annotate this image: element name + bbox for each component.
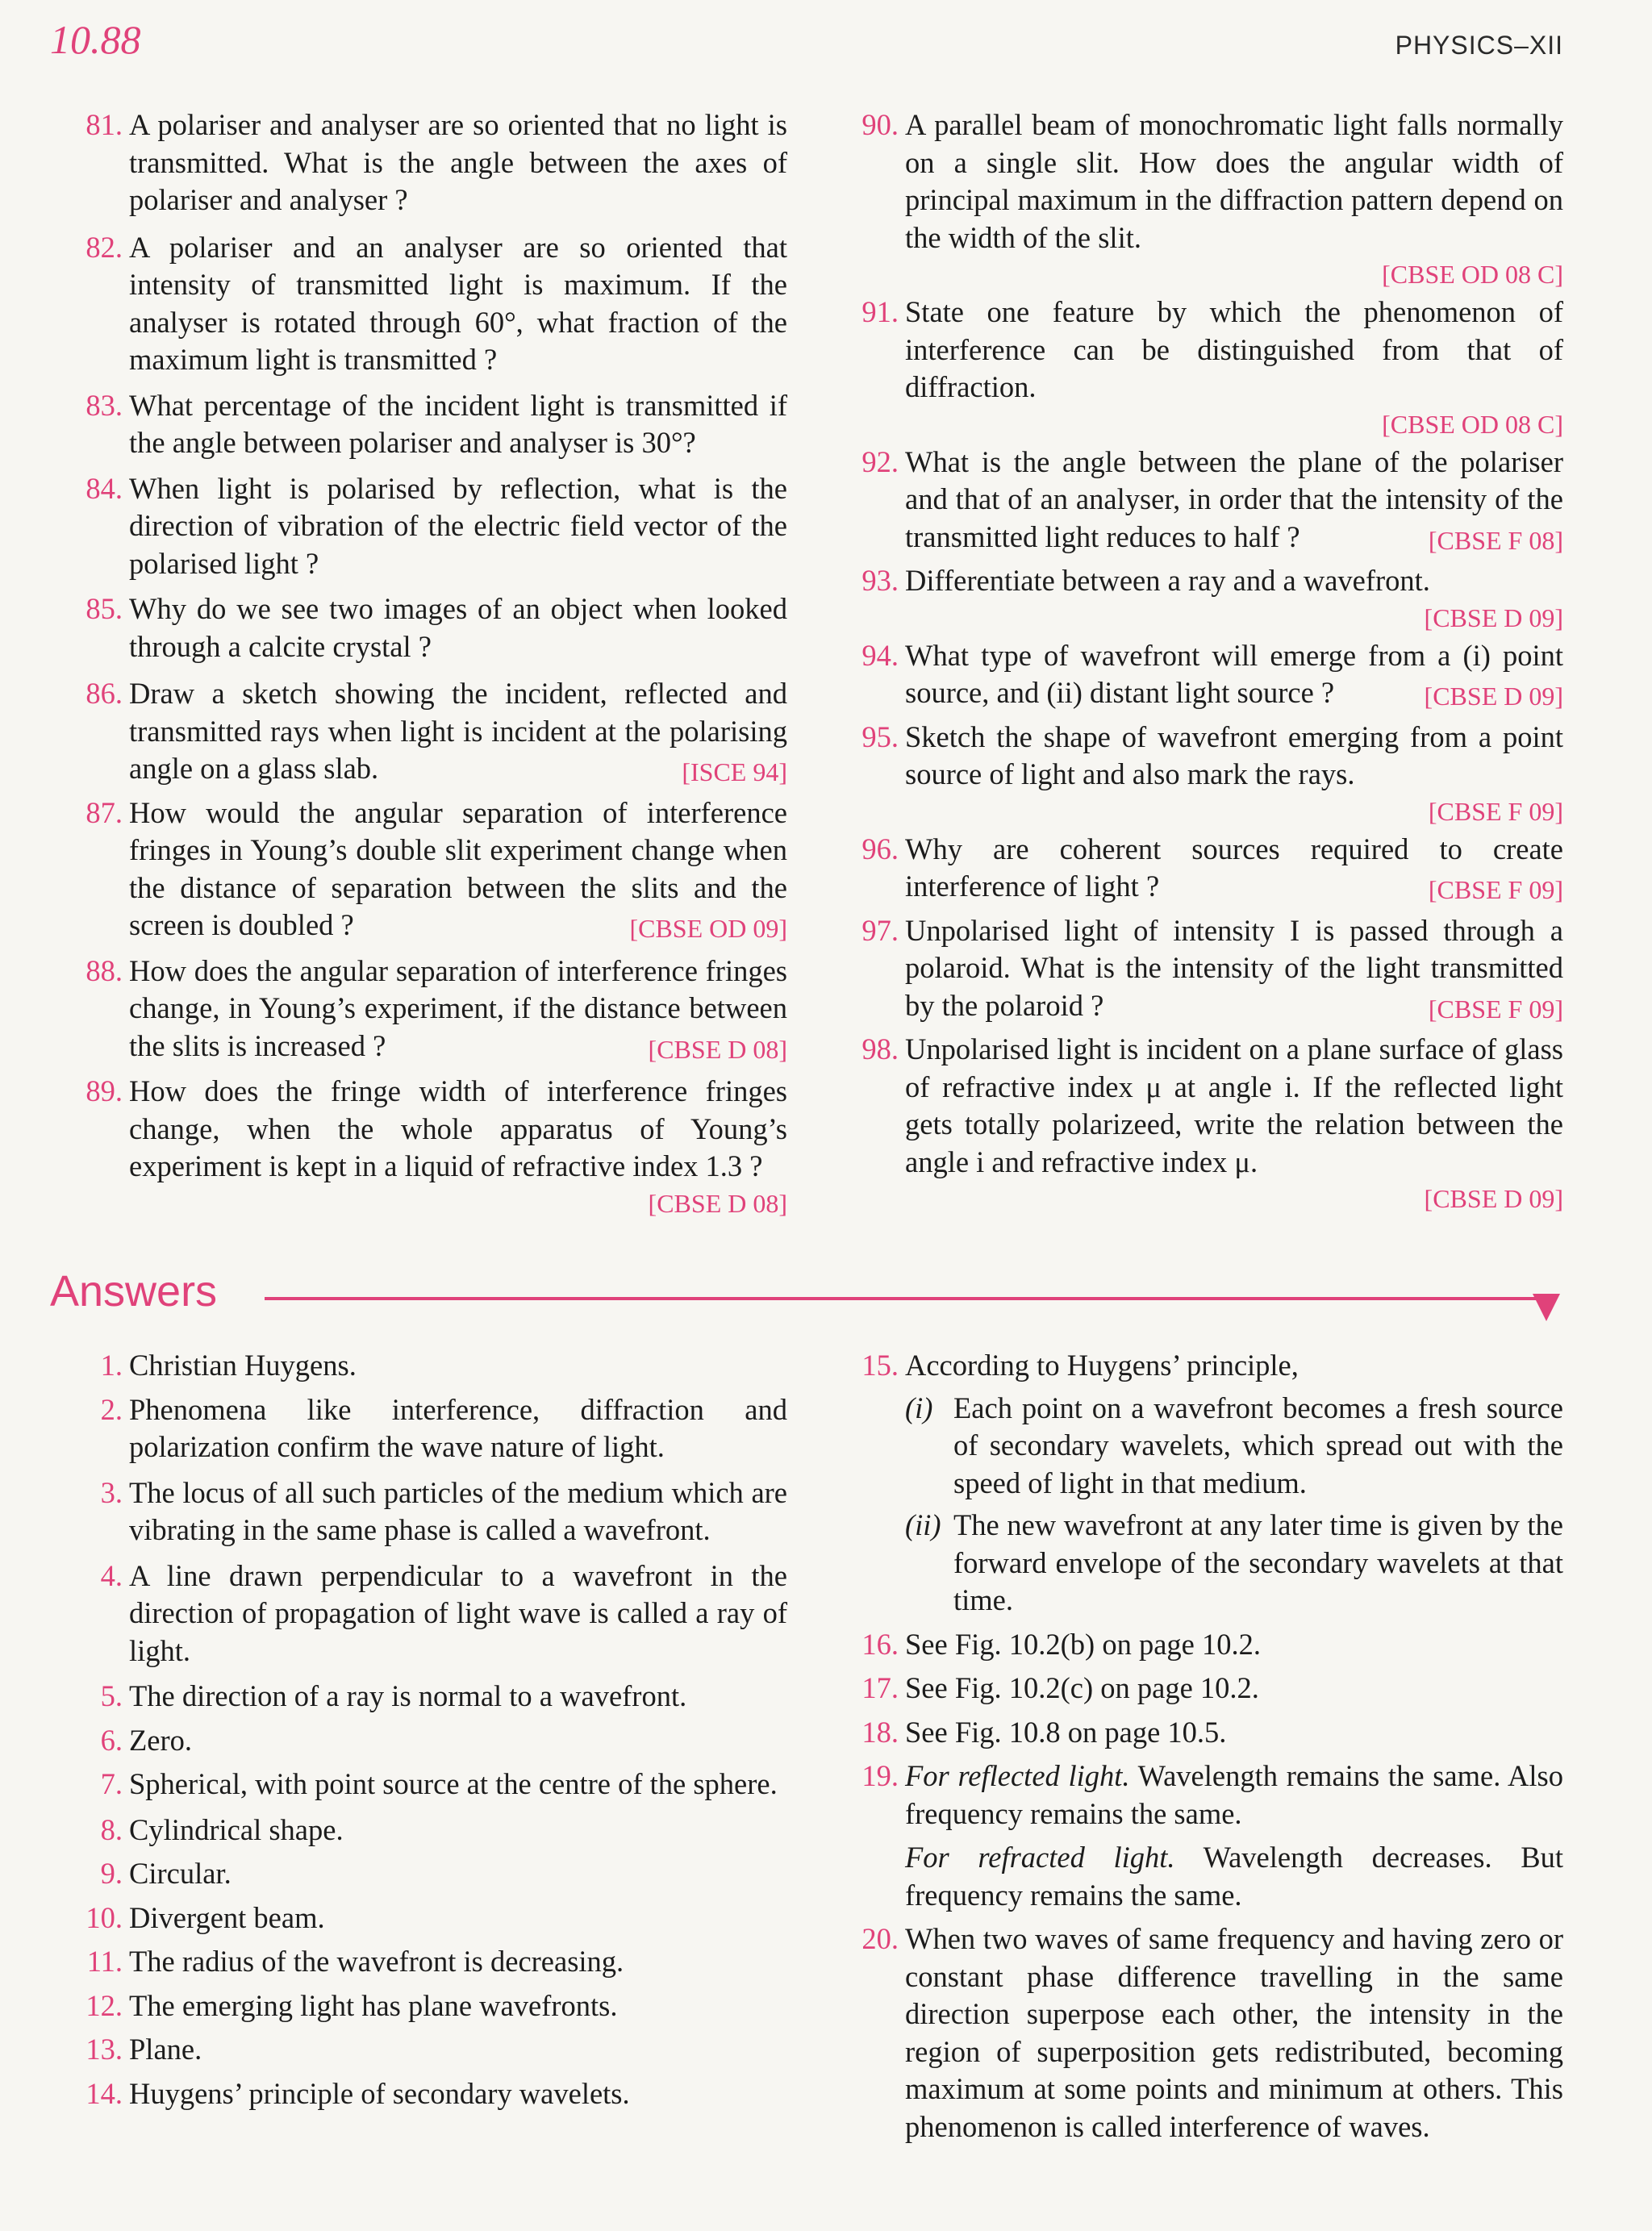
question-text: Why are coherent sources required to create interference of light ? xyxy=(905,832,1563,903)
answer-text: A line drawn perpendicular to a wavefront in the direction of propagation of light wave is called a ray of light. xyxy=(129,1558,787,1667)
answer-number: 2. xyxy=(100,1392,123,1426)
answer-15 xyxy=(850,1347,1563,1385)
point-label: (ii) xyxy=(905,1508,941,1541)
question-number: 91. xyxy=(861,295,899,328)
question-text: Draw a sketch showing the incident, reflected and transmitted rays when light is incident at the polarising angle on a glass slab. xyxy=(129,677,787,785)
reflected-label: For reflected light. xyxy=(905,1759,1130,1792)
answer-number: 20. xyxy=(861,1922,899,1955)
answer-11 xyxy=(74,1943,787,1981)
answer-text: The locus of all such particles of the medium which are vibrating in the same phase is called a wavefront. xyxy=(129,1475,787,1546)
page-number: 10.88 xyxy=(50,17,141,62)
answer-19 xyxy=(850,1758,1563,1914)
question-text: Unpolarised light of intensity I is passed through a polaroid. What is the intensity of the light transmitted by the polaroid ? xyxy=(905,913,1563,1022)
source-tag: [CBSE D 09] xyxy=(1424,682,1563,711)
question-87 xyxy=(74,794,787,945)
source-tag: [CBSE D 09] xyxy=(1424,1184,1563,1213)
answer-text: Phenomena like interference, diffraction and polarization confirm the wave nature of light. xyxy=(129,1392,787,1463)
question-90 xyxy=(850,106,1563,292)
heading-rule xyxy=(265,1297,1537,1300)
question-text: A polariser and analyser are so oriented that no light is transmitted. What is the angle between the axes of polariser and analyser ? xyxy=(129,108,787,216)
question-85 xyxy=(74,590,787,665)
answer-number: 16. xyxy=(861,1627,899,1661)
answer-5 xyxy=(74,1678,787,1716)
answer-9 xyxy=(74,1855,787,1893)
refracted-label: For refracted light. xyxy=(905,1841,1175,1874)
source-tag: [CBSE F 09] xyxy=(1428,796,1563,826)
answer-text: Zero. xyxy=(129,1723,193,1757)
answer-text: See Fig. 10.2(b) on page 10.2. xyxy=(905,1627,1261,1661)
answer-text: Huygens’ principle of secondary wavelets. xyxy=(129,2076,630,2110)
answer-7 xyxy=(74,1766,787,1804)
question-text: Sketch the shape of wavefront emerging from a point source of light and also mark the rays. xyxy=(905,719,1563,790)
question-text: How would the angular separation of interference fringes in Young’s double slit experiment change when the distance of separation between the slits and the screen is doubled ? xyxy=(129,795,787,941)
answer-14 xyxy=(74,2075,787,2113)
question-text: A parallel beam of monochromatic light falls normally on a single slit. How does the angular width of principal maximum in the diffraction pattern depend on the width of the slit. xyxy=(905,108,1563,254)
question-92 xyxy=(850,444,1563,557)
question-number: 96. xyxy=(861,832,899,865)
question-number: 88. xyxy=(86,953,123,987)
reflected-text: Wavelength remains the same. Also frequency remains the same. xyxy=(905,1759,1563,1830)
answer-text: Cylindrical shape. xyxy=(129,1812,344,1846)
source-tag: [CBSE D 09] xyxy=(1424,603,1563,632)
answer-text: See Fig. 10.2(c) on page 10.2. xyxy=(905,1671,1259,1704)
answer-15-point-ii xyxy=(850,1507,1563,1620)
answer-number: 17. xyxy=(861,1671,899,1704)
refracted-line xyxy=(905,1839,1563,1914)
question-95 xyxy=(850,719,1563,829)
answer-text: The direction of a ray is normal to a wavefront. xyxy=(129,1679,687,1712)
question-text: When light is polarised by reflection, what is the direction of vibration of the electric field vector of the polarised light ? xyxy=(129,471,787,580)
answer-text: See Fig. 10.8 on page 10.5. xyxy=(905,1715,1227,1749)
answers-right-column xyxy=(850,1347,1563,2146)
question-93 xyxy=(850,562,1563,636)
answer-number: 7. xyxy=(100,1767,123,1800)
question-text: How does the fringe width of interference fringes change, when the whole apparatus of Young’s experiment is kept in a liquid of refractive index 1.3 ? xyxy=(129,1074,787,1182)
answer-number: 8. xyxy=(100,1812,123,1846)
answer-number: 15. xyxy=(861,1349,899,1382)
answer-17 xyxy=(850,1670,1563,1708)
question-text: How does the angular separation of interference fringes change, in Young’s experiment, if the distance between the slits is increased ? xyxy=(129,953,787,1062)
answer-text: The emerging light has plane wavefronts. xyxy=(129,1988,618,2022)
question-text: What type of wavefront will emerge from a (i) point source, and (ii) distant light source ? xyxy=(905,638,1563,709)
question-98 xyxy=(850,1031,1563,1216)
question-text: Unpolarised light is incident on a plane surface of glass of refractive index μ at angle i. If the reflected light gets totally polarizeed, write the relation between the angle i and refractive index μ. xyxy=(905,1032,1563,1178)
answer-2 xyxy=(74,1391,787,1466)
answer-4 xyxy=(74,1558,787,1670)
answer-number: 14. xyxy=(86,2076,123,2110)
source-tag: [CBSE F 08] xyxy=(1428,525,1563,555)
answer-number: 9. xyxy=(100,1857,123,1890)
answer-text: The radius of the wavefront is decreasing. xyxy=(129,1945,624,1978)
point-text: The new wavefront at any later time is given by the forward envelope of the secondary wavelets at that time. xyxy=(953,1508,1563,1616)
question-number: 93. xyxy=(861,564,899,597)
question-89 xyxy=(74,1073,787,1221)
source-tag: [CBSE OD 08 C] xyxy=(1382,409,1563,439)
answer-8 xyxy=(74,1812,787,1849)
answer-number: 4. xyxy=(100,1558,123,1592)
source-tag: [CBSE F 09] xyxy=(1428,994,1563,1024)
answer-number: 1. xyxy=(100,1349,123,1382)
answer-1 xyxy=(74,1347,787,1385)
answer-15-point-i xyxy=(850,1390,1563,1503)
question-number: 95. xyxy=(861,719,899,753)
question-82 xyxy=(74,229,787,379)
answer-12 xyxy=(74,1987,787,2025)
answer-number: 10. xyxy=(86,1900,123,1934)
answer-text: When two waves of same frequency and having zero or constant phase difference travelling in the same direction superpose each other, the intensity in the region of superposition gets redistributed, becoming maximum at some points and minimum at others. This phenomenon is called interference of waves. xyxy=(905,1922,1563,2143)
answers-heading: Answers xyxy=(50,1267,218,1316)
question-number: 84. xyxy=(86,471,123,505)
question-number: 86. xyxy=(86,677,123,710)
question-96 xyxy=(850,831,1563,906)
question-91 xyxy=(850,294,1563,442)
question-86 xyxy=(74,675,787,788)
question-84 xyxy=(74,470,787,583)
question-97 xyxy=(850,912,1563,1025)
source-tag: [CBSE OD 08 C] xyxy=(1382,260,1563,289)
answer-10 xyxy=(74,1899,787,1937)
question-text: What is the angle between the plane of the polariser and that of an analyser, in order that the intensity of the transmitted light reduces to half ? xyxy=(905,444,1563,553)
question-94 xyxy=(850,637,1563,712)
answer-6 xyxy=(74,1722,787,1760)
answer-number: 13. xyxy=(86,2033,123,2066)
question-number: 94. xyxy=(861,638,899,672)
answer-number: 6. xyxy=(100,1723,123,1757)
rule-triangle-icon xyxy=(1533,1294,1560,1321)
point-label: (i) xyxy=(905,1391,933,1424)
question-number: 90. xyxy=(861,108,899,141)
question-number: 83. xyxy=(86,388,123,422)
answer-number: 3. xyxy=(100,1475,123,1509)
source-tag: [CBSE D 08] xyxy=(648,1188,787,1218)
book-title: PHYSICS–XII xyxy=(1395,31,1563,60)
question-text: State one feature by which the phenomenon of interference can be distinguished from that of diffraction. xyxy=(905,295,1563,403)
question-number: 98. xyxy=(861,1032,899,1065)
refracted-text: Wavelength decreases. But frequency remains the same. xyxy=(905,1841,1563,1912)
point-text: Each point on a wavefront becomes a fresh source of secondary wavelets, which spread out with the speed of light in that medium. xyxy=(953,1391,1563,1499)
answer-number: 12. xyxy=(86,1988,123,2022)
question-text: A polariser and an analyser are so oriented that intensity of transmitted light is maximum. If the analyser is rotated through 60°, what fraction of the maximum light is transmitted ? xyxy=(129,230,787,376)
question-number: 82. xyxy=(86,230,123,264)
answer-text: Spherical, with point source at the centre of the sphere. xyxy=(129,1767,778,1800)
answer-text: Christian Huygens. xyxy=(129,1349,357,1382)
answer-20 xyxy=(850,1920,1563,2146)
answer-number: 18. xyxy=(861,1715,899,1749)
question-number: 89. xyxy=(86,1074,123,1107)
answer-text: Divergent beam. xyxy=(129,1900,325,1934)
question-number: 97. xyxy=(861,913,899,947)
answer-13 xyxy=(74,2031,787,2069)
question-text: Differentiate between a ray and a wavefront. xyxy=(905,564,1430,597)
question-number: 87. xyxy=(86,795,123,829)
answer-16 xyxy=(850,1626,1563,1664)
question-number: 92. xyxy=(861,444,899,478)
questions-left-column xyxy=(74,106,787,1221)
answer-number: 11. xyxy=(86,1945,123,1978)
questions-right-column xyxy=(850,106,1563,1216)
source-tag: [CBSE D 08] xyxy=(648,1034,787,1064)
answer-3 xyxy=(74,1474,787,1549)
answer-text: According to Huygens’ principle, xyxy=(905,1349,1299,1382)
question-text: Why do we see two images of an object when looked through a calcite crystal ? xyxy=(129,592,787,663)
question-88 xyxy=(74,953,787,1065)
source-tag: [CBSE OD 09] xyxy=(629,914,787,943)
answer-number: 5. xyxy=(100,1679,123,1712)
question-number: 85. xyxy=(86,592,123,625)
source-tag: [ISCE 94] xyxy=(682,757,787,786)
answers-left-column xyxy=(74,1347,787,2112)
question-number: 81. xyxy=(86,108,123,141)
answer-text: Circular. xyxy=(129,1857,232,1890)
question-81 xyxy=(74,106,787,219)
question-text: What percentage of the incident light is transmitted if the angle between polariser and analyser is 30°? xyxy=(129,388,787,459)
answer-number: 19. xyxy=(861,1759,899,1792)
question-83 xyxy=(74,387,787,462)
source-tag: [CBSE F 09] xyxy=(1428,875,1563,904)
answer-text: Plane. xyxy=(129,2033,202,2066)
answer-18 xyxy=(850,1714,1563,1752)
